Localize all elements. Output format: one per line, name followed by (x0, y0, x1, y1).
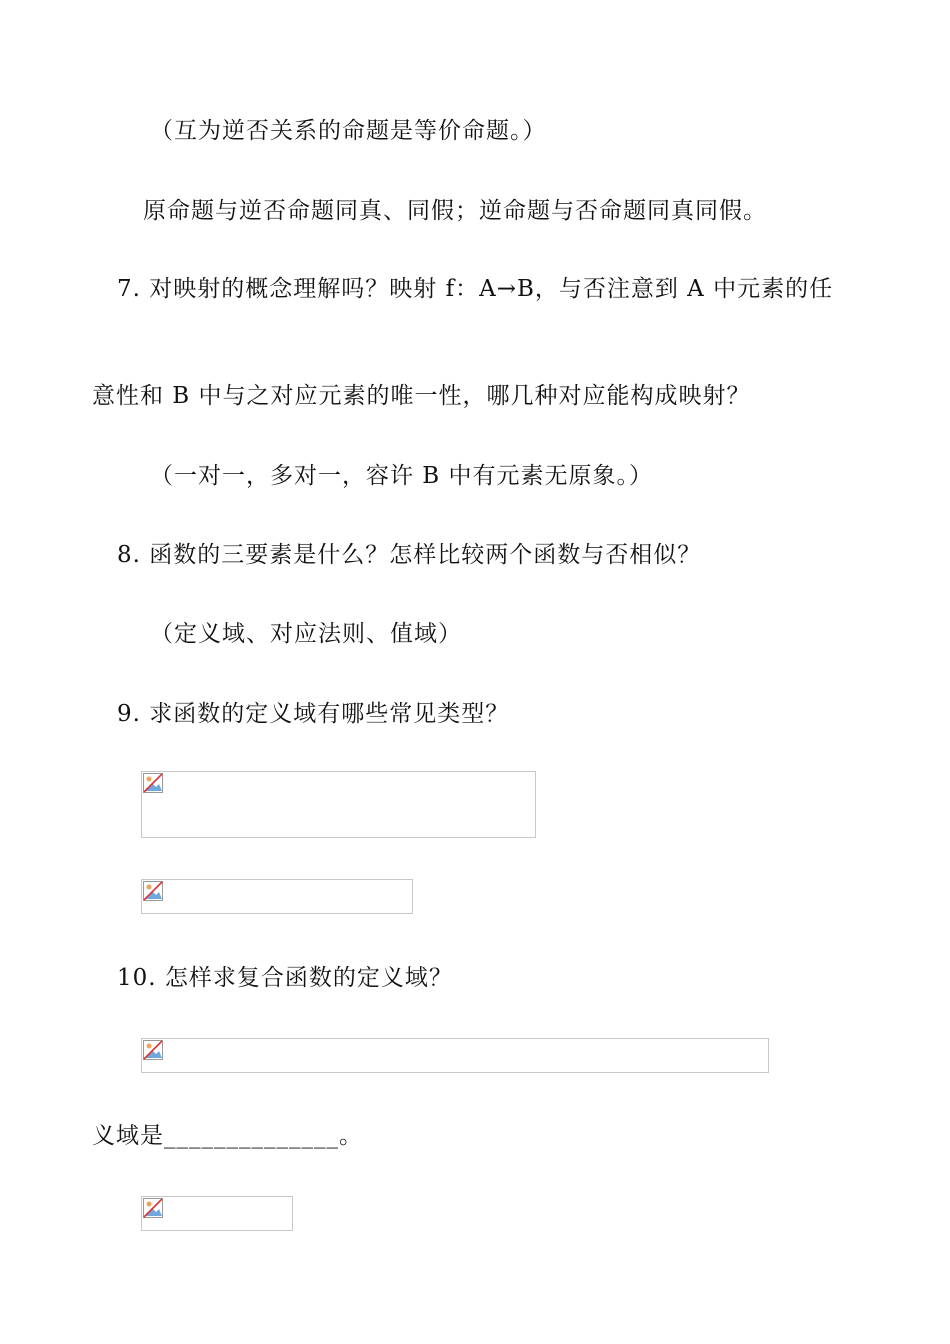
text-line-equivalent-propositions: （互为逆否关系的命题是等价命题。） (150, 118, 547, 144)
image-placeholder-4 (141, 1196, 293, 1231)
domain-blank-line: 义域是______________。 (92, 1123, 363, 1149)
broken-image-icon (143, 1040, 163, 1060)
question-10: 10. 怎样求复合函数的定义域？ (117, 965, 453, 991)
broken-image-icon (143, 773, 163, 793)
question-8: 8. 函数的三要素是什么？怎样比较两个函数与否相似？ (117, 542, 702, 568)
question-7-line-2: 意性和 B 中与之对应元素的唯一性，哪几种对应能构成映射？ (92, 383, 751, 409)
answer-8: （定义域、对应法则、值域） (150, 621, 462, 647)
image-placeholder-2 (141, 879, 413, 914)
text-line-truth-relations: 原命题与逆否命题同真、同假；逆命题与否命题同真同假。 (143, 198, 767, 224)
image-placeholder-3 (141, 1038, 769, 1073)
image-placeholder-1 (141, 771, 536, 838)
answer-7: （一对一，多对一，容许 B 中有元素无原象。） (150, 463, 654, 489)
question-9: 9. 求函数的定义域有哪些常见类型？ (117, 701, 510, 727)
broken-image-icon (143, 881, 163, 901)
broken-image-icon (143, 1198, 163, 1218)
question-7-line-1: 7. 对映射的概念理解吗？映射 f：A→B，与否注意到 A 中元素的任 (117, 276, 834, 302)
